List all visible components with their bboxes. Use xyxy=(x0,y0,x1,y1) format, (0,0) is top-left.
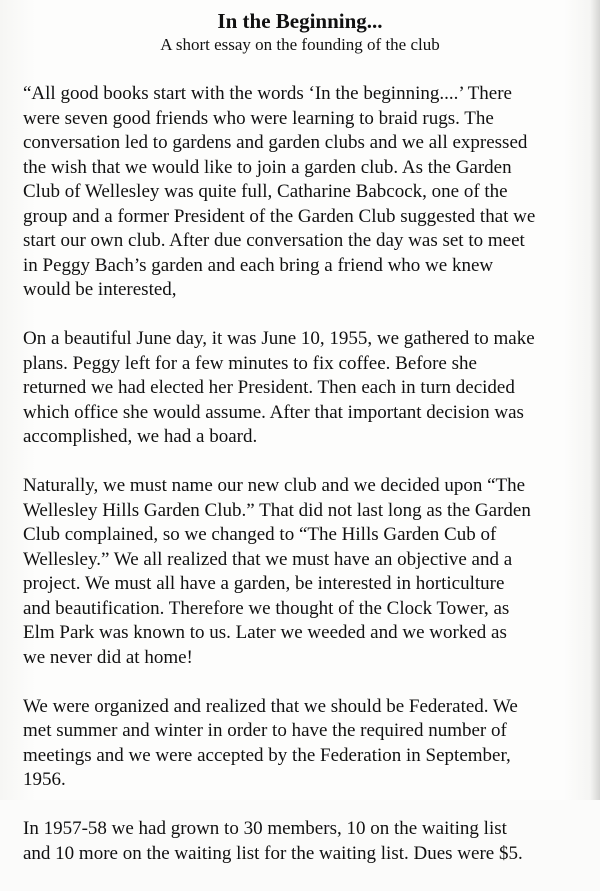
paragraph-line: We were organized and realized that we should be Federated. We xyxy=(23,695,518,717)
essay-paragraph xyxy=(23,817,595,866)
paragraph-line: plans. Peggy left for a few minutes to fix coffee. Before she xyxy=(23,352,477,374)
paragraph-line: would be interested, xyxy=(23,279,177,300)
paragraph-line: were seven good friends who were learning to braid rugs. The xyxy=(23,107,494,129)
page-subtitle: A short essay on the founding of the club xyxy=(160,35,440,54)
paragraph-line: start our own club. After due conversation the day was set to meet xyxy=(23,230,525,251)
essay-paragraph xyxy=(23,327,595,450)
essay-paragraph xyxy=(23,474,595,670)
paragraph-line: conversation led to gardens and garden clubs and we all expressed xyxy=(23,132,528,153)
paragraph-line: project. We must all have a garden, be interested in horticulture xyxy=(23,573,505,594)
paragraph-line: On a beautiful June day, it was June 10, 1955, we gathered to make xyxy=(23,328,535,349)
paragraph-line: and 10 more on the waiting list for the waiting list. Dues were $5. xyxy=(23,842,523,864)
paragraph-line: Naturally, we must name our new club and we decided upon “The xyxy=(23,475,526,496)
essay-body xyxy=(23,82,595,891)
paragraph-line: returned we had elected her President. Then each in turn decided xyxy=(23,377,515,398)
paragraph-line: and beautification. Therefore we thought of the Clock Tower, as xyxy=(23,597,510,619)
paragraph-line: met summer and winter in order to have the required number of xyxy=(23,720,507,741)
paragraph-line: in Peggy Bach’s garden and each bring a friend who we knew xyxy=(23,254,494,276)
paragraph-line: Club of Wellesley was quite full, Catharine Babcock, one of the xyxy=(23,181,508,202)
paragraph-line: which office she would assume. After that important decision was xyxy=(23,401,524,423)
paragraph-line: Club complained, so we changed to “The Hills Garden Cub of xyxy=(23,524,497,545)
paragraph-line: In 1957-58 we had grown to 30 members, 10 on the waiting list xyxy=(23,818,507,839)
paragraph-line: meetings and we were accepted by the Federation in September, xyxy=(23,744,511,766)
page-edge-shadow xyxy=(590,0,600,800)
paragraph-line: “All good books start with the words ‘In the beginning....’ There xyxy=(23,83,512,104)
paragraph-line: 1956. xyxy=(23,769,66,790)
paragraph-line: accomplished, we had a board. xyxy=(23,426,258,447)
paragraph-line: we never did at home! xyxy=(23,646,193,668)
essay-paragraph xyxy=(23,82,595,303)
essay-paragraph xyxy=(23,695,595,793)
page-title: In the Beginning... xyxy=(217,9,383,33)
paragraph-line: group and a former President of the Garden Club suggested that we xyxy=(23,205,536,227)
paragraph-line: the wish that we would like to join a garden club. As the Garden xyxy=(23,156,512,178)
paragraph-line: Wellesley.” We all realized that we must have an objective and a xyxy=(23,548,513,570)
paragraph-line: Wellesley Hills Garden Club.” That did not last long as the Garden xyxy=(23,499,531,521)
paragraph-line: Elm Park was known to us. Later we weeded and we worked as xyxy=(23,622,507,643)
